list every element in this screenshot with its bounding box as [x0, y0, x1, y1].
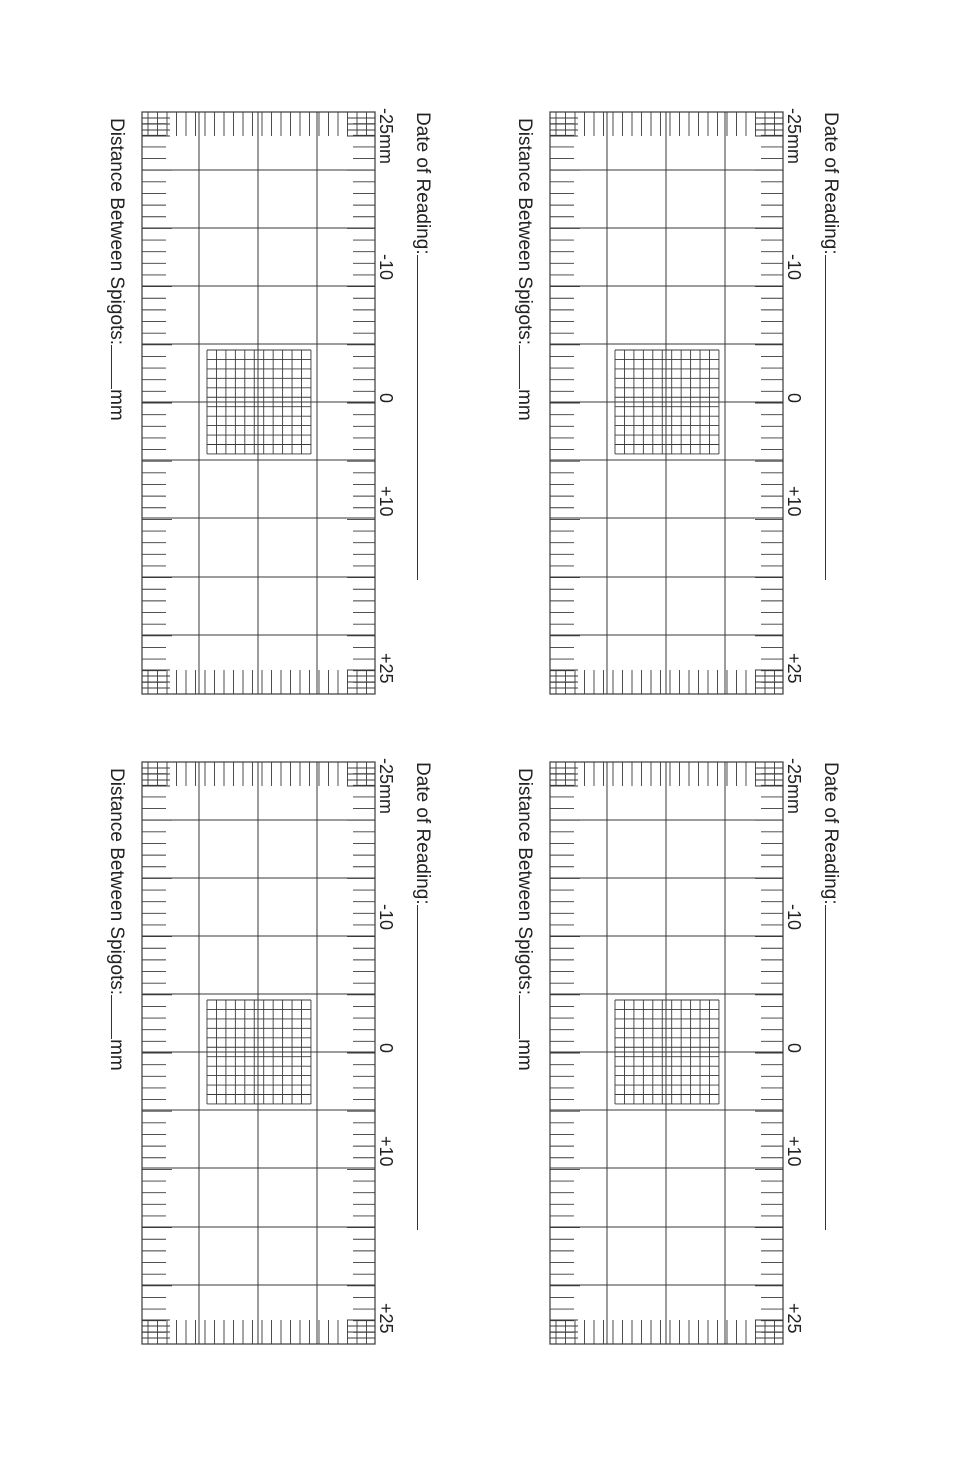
gauge-grid: [102, 758, 442, 1358]
date-of-reading-label: Date of Reading:: [412, 762, 433, 905]
scale-label-zero: 0: [376, 393, 396, 404]
distance-between-spigots-label: Distance Between Spigots:: [514, 118, 535, 346]
scale-label-minus-25: -25mm: [376, 108, 396, 165]
scale-label-minus-25: -25mm: [784, 108, 804, 165]
scale-label-plus-10: +10: [784, 1136, 804, 1167]
scale-label-zero: 0: [376, 1043, 396, 1054]
crack-gauge-card: [102, 108, 442, 708]
distance-between-spigots-label: Distance Between Spigots:: [514, 768, 535, 996]
scale-label-plus-10: +10: [784, 486, 804, 517]
distance-blank-line[interactable]: [519, 345, 520, 389]
date-of-reading-field[interactable]: [413, 112, 432, 580]
distance-unit: mm: [514, 1039, 535, 1071]
distance-blank-line[interactable]: [111, 995, 112, 1039]
crack-gauge-card: [510, 758, 850, 1358]
crack-gauge-card: [102, 758, 442, 1358]
gauge-grid: [510, 108, 850, 708]
distance-unit: mm: [106, 1039, 127, 1071]
date-blank-line[interactable]: [417, 255, 418, 580]
date-blank-line[interactable]: [417, 905, 418, 1230]
scale-label-plus-25: +25: [376, 653, 396, 684]
scale-label-zero: 0: [784, 1043, 804, 1054]
scale-label-minus-10: -10: [784, 904, 804, 931]
date-blank-line[interactable]: [825, 905, 826, 1230]
distance-between-spigots-label: Distance Between Spigots:: [106, 768, 127, 996]
scale-label-minus-25: -25mm: [376, 758, 396, 815]
scale-label-minus-10: -10: [376, 254, 396, 281]
distance-unit: mm: [106, 389, 127, 421]
distance-between-spigots-field[interactable]: [515, 768, 534, 1071]
scale-label-minus-10: -10: [376, 904, 396, 931]
gauge-grid: [102, 108, 442, 708]
distance-between-spigots-label: Distance Between Spigots:: [106, 118, 127, 346]
distance-blank-line[interactable]: [111, 345, 112, 389]
scale-label-plus-10: +10: [376, 1136, 396, 1167]
date-of-reading-field[interactable]: [413, 762, 432, 1230]
crack-gauge-card: [510, 108, 850, 708]
date-of-reading-field[interactable]: [821, 762, 840, 1230]
distance-unit: mm: [514, 389, 535, 421]
distance-between-spigots-field[interactable]: [107, 768, 126, 1071]
date-blank-line[interactable]: [825, 255, 826, 580]
distance-blank-line[interactable]: [519, 995, 520, 1039]
date-of-reading-field[interactable]: [821, 112, 840, 580]
scale-label-plus-25: +25: [784, 653, 804, 684]
scale-label-minus-10: -10: [784, 254, 804, 281]
date-of-reading-label: Date of Reading:: [820, 112, 841, 255]
scale-label-plus-25: +25: [376, 1303, 396, 1334]
scale-label-zero: 0: [784, 393, 804, 404]
date-of-reading-label: Date of Reading:: [412, 112, 433, 255]
scale-label-plus-10: +10: [376, 486, 396, 517]
scale-label-minus-25: -25mm: [784, 758, 804, 815]
date-of-reading-label: Date of Reading:: [820, 762, 841, 905]
scale-label-plus-25: +25: [784, 1303, 804, 1334]
distance-between-spigots-field[interactable]: [515, 118, 534, 421]
gauge-grid: [510, 758, 850, 1358]
distance-between-spigots-field[interactable]: [107, 118, 126, 421]
